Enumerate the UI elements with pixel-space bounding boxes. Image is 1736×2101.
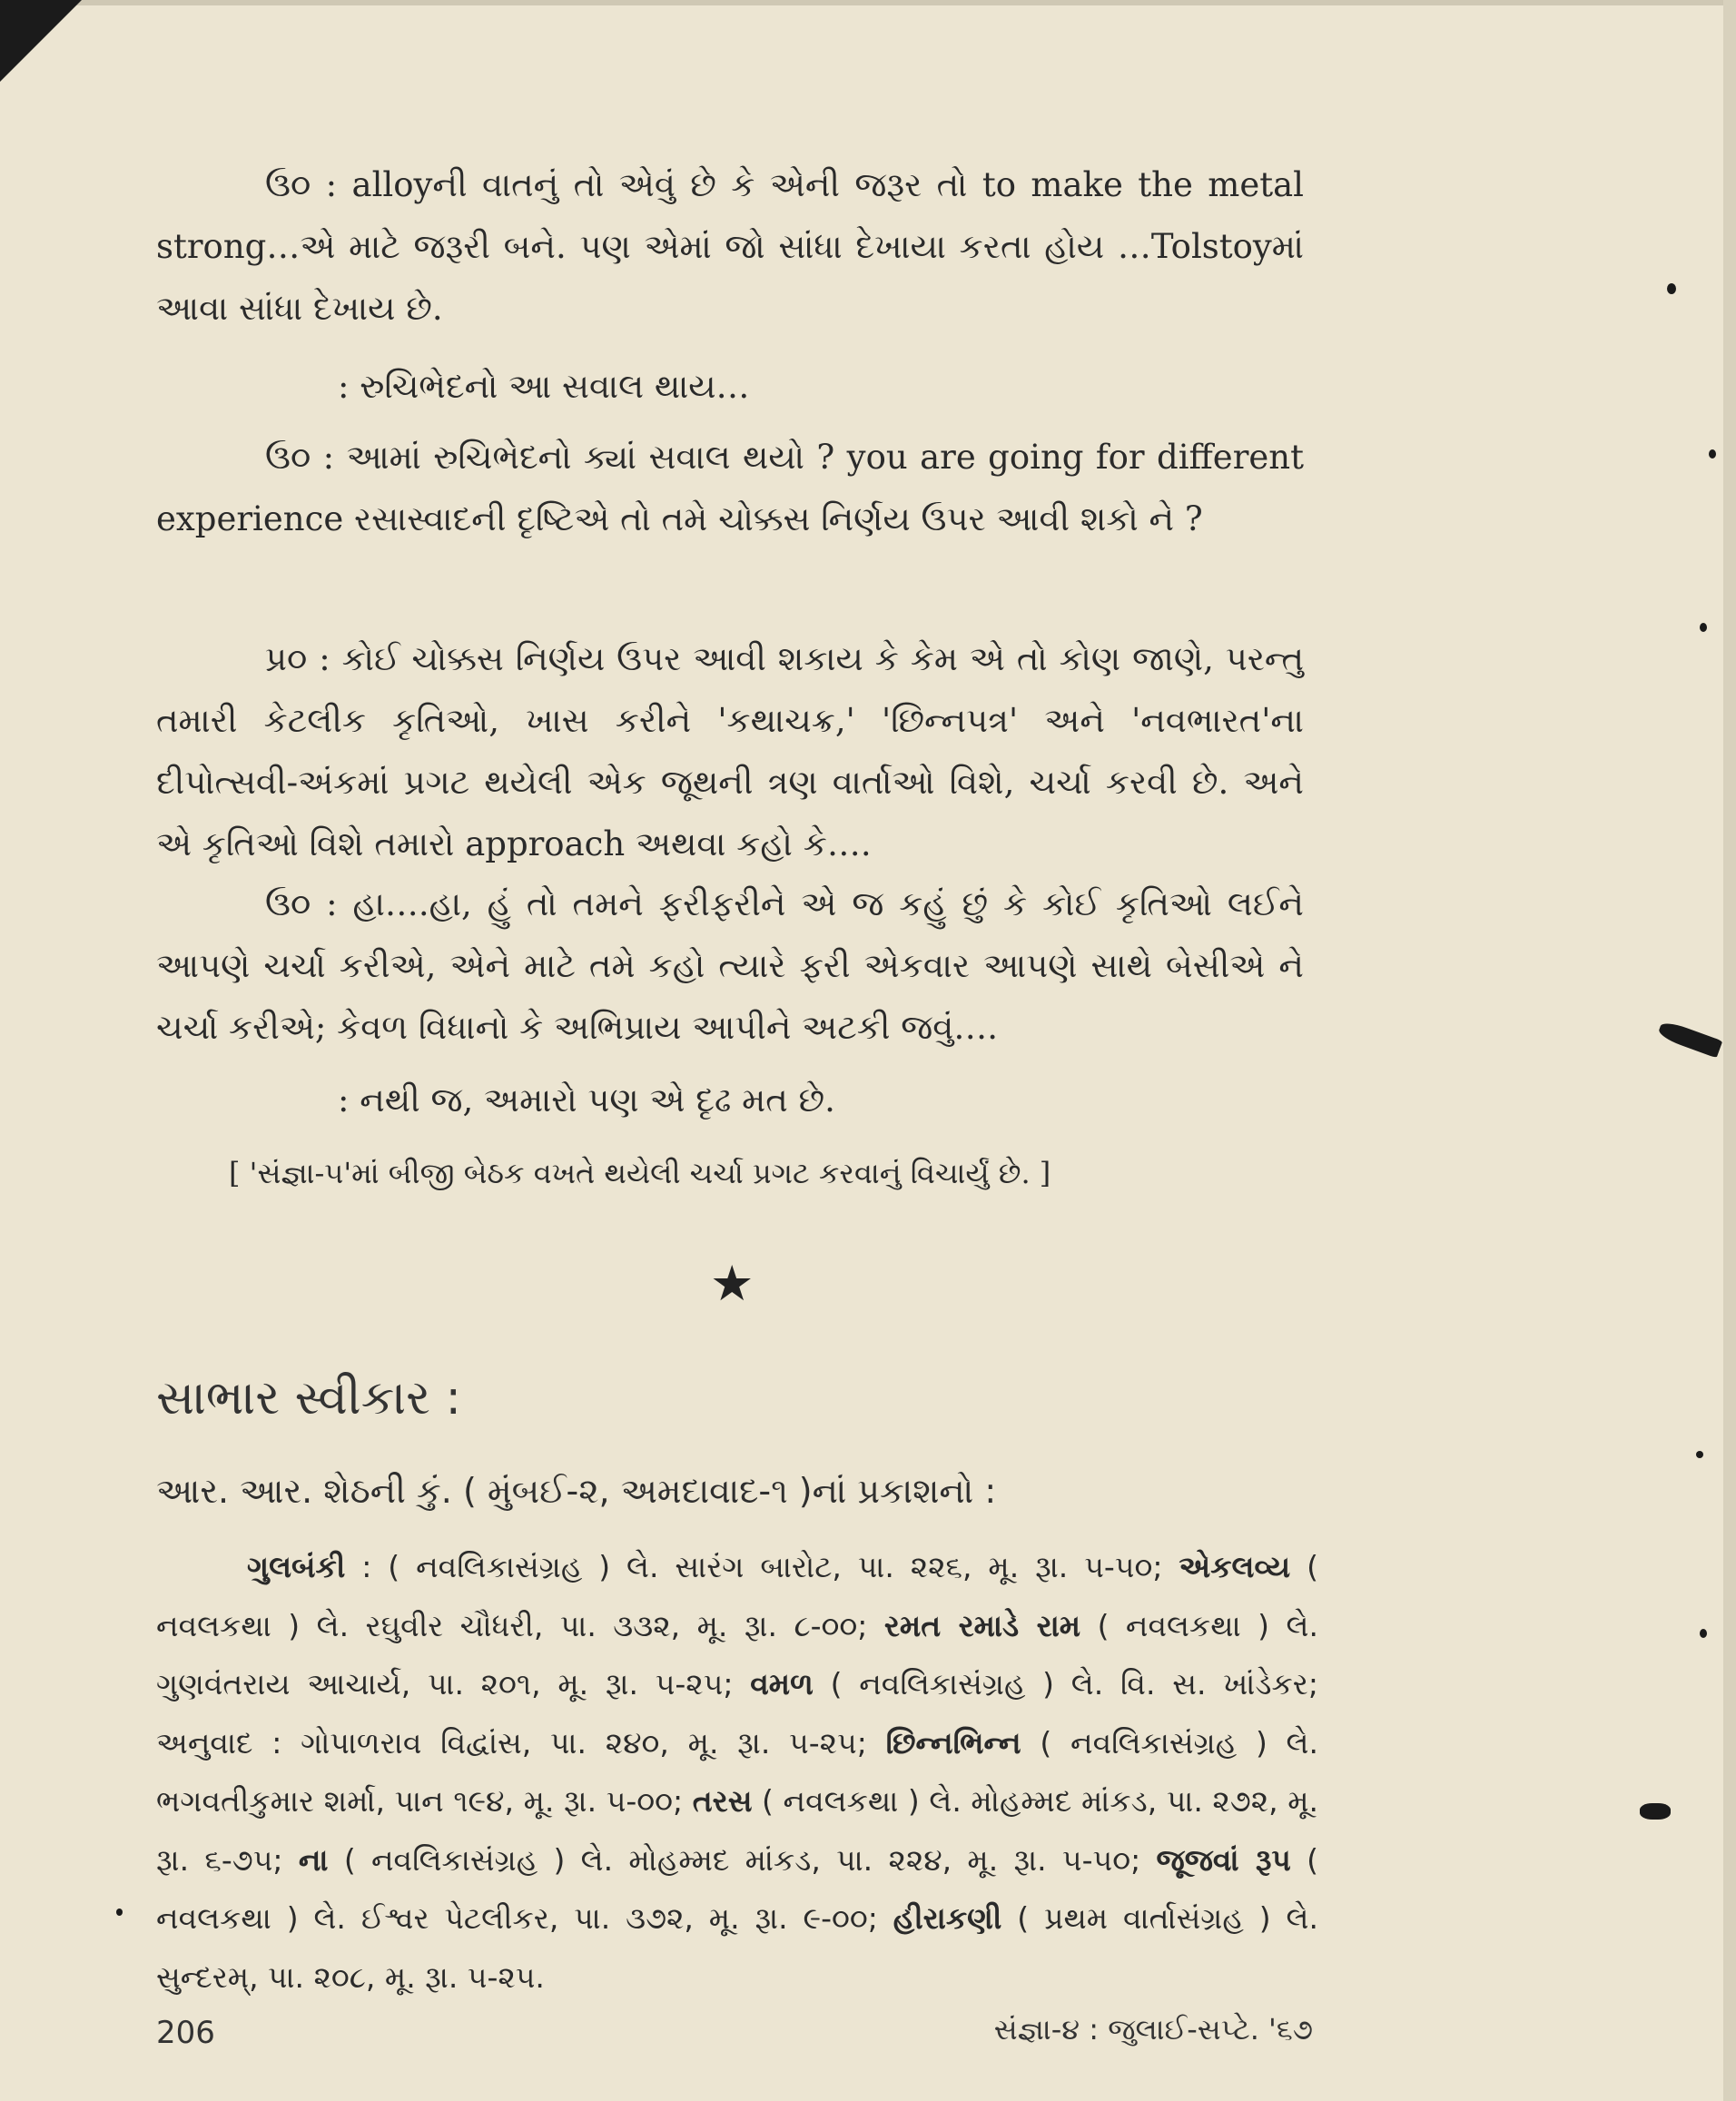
editorial-note: [ 'સંજ્ઞા-૫'માં બીજી બેઠક વખતે થયેલી ચર્ચા પ્રગટ કરવાનું વિચાર્યું છે. ]: [229, 1156, 1051, 1190]
scan-speck: [1696, 1451, 1703, 1458]
book-title: એકલવ્ય: [1179, 1549, 1291, 1584]
scan-speck: [1657, 1020, 1723, 1059]
book-details: ( નવલકથા ) લે. રઘુવીર ચૌધરી, પા. ૩૩૨, મૂ. રૂા. ૮-૦૦;: [156, 1549, 1318, 1643]
scan-speck: [1709, 449, 1716, 459]
paragraph-4: [156, 628, 1304, 875]
acknowledgement-heading: સાભાર સ્વીકાર :: [156, 1371, 462, 1425]
page-number: 206: [156, 2015, 215, 2051]
book-details: ( નવલકથા ) લે. ઈશ્વર પેટલીકર, પા. ૩૭૨, મૂ. રૂા. ૯-૦૦;: [156, 1841, 1318, 1936]
paragraph-5: [156, 873, 1304, 1059]
book-details: ( નવલિકાસંગ્રહ ) લે. વિ. સ. ખાંડેકર; અનુવાદ : ગોપાળરાવ વિદ્વાંસ, પા. ૨૪૦, મૂ. રૂા. ૫-૨૫;: [156, 1666, 1318, 1761]
book-title: રમત રમાડે રામ: [883, 1607, 1081, 1643]
scan-speck: [1667, 283, 1676, 294]
paragraph-text: ઉ૦ : આમાં રુચિભેદનો ક્યાં સવાલ થયો ? you are going for different experience રસાસ્વાદની દૃષ્ટિએ તો તમે ચોક્કસ નિર્ણય ઉપર આવી શકો ને ?: [156, 438, 1304, 538]
publisher-line: આર. આર. શેઠની કું. ( મુંબઈ-૨, અમદાવાદ-૧ )નાં પ્રકાશનો :: [156, 1471, 997, 1511]
scan-speck: [1700, 1629, 1707, 1638]
scan-speck: [1640, 1803, 1671, 1820]
book-title: છિન્નભિન્ન: [885, 1724, 1021, 1761]
book-title: ગુલબંકી: [247, 1549, 346, 1584]
book-title: તરસ: [692, 1783, 753, 1819]
book-details: ( પ્રથમ વાર્તાસંગ્રહ ) લે. સુન્દરમ્, પા. ૨૦૮, મૂ. રૂા. ૫-૨૫.: [156, 1900, 1318, 1995]
scan-speck: [1700, 623, 1707, 632]
book-details: ( નવલિકાસંગ્રહ ) લે. મોહમ્મદ માંકડ, પા. ૨૨૪, મૂ. રૂા. ૫-૫૦;: [343, 1841, 1141, 1878]
book-title: ના: [298, 1841, 329, 1878]
page-top-edge: [0, 0, 1723, 5]
scan-corner-shadow: [0, 0, 82, 82]
book-title: હીરાકણી: [893, 1900, 1002, 1936]
book-details: : ( નવલિકાસંગ્રહ ) લે. સારંગ બારોટ, પા. ૨૨૬, મૂ. રૂા. ૫-૫૦;: [361, 1549, 1163, 1584]
star-separator-icon: ★: [710, 1255, 755, 1312]
book-title: વમળ: [750, 1666, 814, 1702]
paragraph-1: [156, 154, 1304, 340]
book-details: ( નવલકથા ) લે. ગુણવંતરાય આચાર્ય, પા. ૨૦૧, મૂ. રૂા. ૫-૨૫;: [156, 1607, 1318, 1702]
running-footer: સંજ્ઞા-૪ : જુલાઈ-સપ્ટે. '૬૭: [993, 2012, 1313, 2047]
book-details: ( નવલકથા ) લે. મોહમ્મદ માંકડ, પા. ૨૭૨, મૂ. રૂા. ૬-૭૫;: [156, 1783, 1318, 1878]
scan-speck: [116, 1909, 123, 1916]
paragraph-text: ઉ૦ : હા….હા, હું તો તમને ફરીફરીને એ જ કહું છું કે કોઈ કૃતિઓ લઈને આપણે ચર્ચા કરીએ, એને માટે તમે કહો ત્યારે ફરી એકવાર આપણે સાથે બેસીએ ને ચર્ચા કરીએ; કેવળ વિધાનો કે અભિપ્રાય આપીને અટકી જવું….: [156, 884, 1304, 1047]
book-details: ( નવલિકાસંગ્રહ ) લે. ભગવતીકુમાર શર્મા, પાન ૧૯૪, મૂ. રૂા. ૫-૦૦;: [156, 1724, 1318, 1819]
book-title: જૂજવાં રૂપ: [1156, 1841, 1291, 1878]
paragraph-text: પ્ર૦ : કોઈ ચોક્કસ નિર્ણય ઉપર આવી શકાય કે કેમ એ તો કોણ જાણે, પરન્તુ તમારી કેટલીક કૃતિઓ, ખાસ કરીને 'કથાચક્ર,' 'છિન્નપત્ર' અને 'નવભારત'ના દીપોત્સવી-અંકમાં પ્રગટ થયેલી એક જૂથની ત્રણ વાર્તાઓ વિશે, ચર્ચા કરવી છે. અને એ કૃતિઓ વિશે તમારો approach અથવા કહો કે….: [156, 639, 1304, 863]
paragraph-3: [156, 427, 1304, 550]
paragraph-6: : નથી જ, અમારો પણ એ દૃઢ મત છે.: [338, 1080, 835, 1120]
paragraph-2: : રુચિભેદનો આ સવાલ થાય…: [338, 367, 750, 406]
book-list: [156, 1538, 1318, 2007]
paragraph-text: ઉ૦ : alloyની વાતનું તો એવું છે કે એની જરૂર તો to make the metal strong…એ માટે જરૂરી બને. પણ એમાં જો સાંધા દેખાયા કરતા હોય …Tolstoyમાં આવા સાંધા દેખાય છે.: [156, 165, 1304, 328]
